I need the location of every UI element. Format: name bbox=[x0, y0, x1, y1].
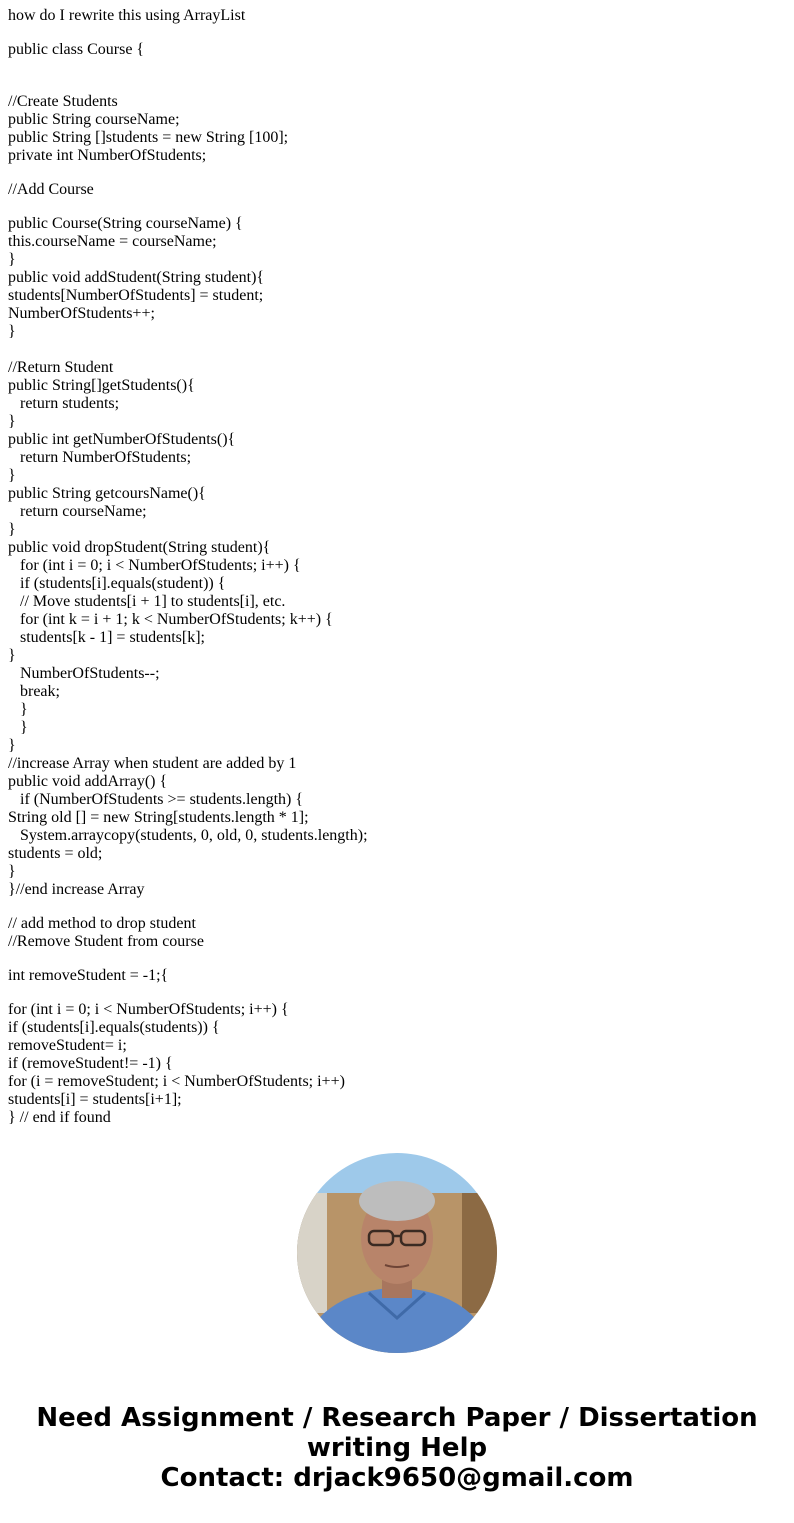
code-line: public class Course { bbox=[8, 41, 145, 58]
code-line: break; bbox=[8, 683, 60, 700]
code-line: // Move students[i + 1] to students[i], etc. bbox=[8, 593, 286, 610]
code-line: return students; bbox=[8, 395, 120, 412]
code-block bbox=[8, 41, 788, 1127]
code-paragraph bbox=[8, 1001, 788, 1127]
code-line: students = old; bbox=[8, 845, 103, 862]
code-line: } bbox=[8, 323, 16, 340]
code-line: public String []students = new String [100]; bbox=[8, 129, 289, 146]
code-line: } bbox=[8, 737, 16, 754]
code-line: public int getNumberOfStudents(){ bbox=[8, 431, 236, 448]
code-paragraph bbox=[8, 967, 788, 985]
code-line: // add method to drop student bbox=[8, 915, 196, 932]
code-paragraph bbox=[8, 915, 788, 951]
code-line: for (int i = 0; i < NumberOfStudents; i++) { bbox=[8, 1001, 289, 1018]
photo-wall-panel-left bbox=[297, 1193, 327, 1313]
code-line: students[i] = students[i+1]; bbox=[8, 1091, 182, 1108]
code-line: } bbox=[8, 719, 28, 736]
code-line: }//end increase Array bbox=[8, 881, 145, 898]
code-line: if (students[i].equals(students)) { bbox=[8, 1019, 220, 1036]
code-line: return courseName; bbox=[8, 503, 147, 520]
code-line: if (students[i].equals(student)) { bbox=[8, 575, 226, 592]
code-line: int removeStudent = -1;{ bbox=[8, 967, 169, 984]
question-title: how do I rewrite this using ArrayList bbox=[8, 7, 246, 24]
code-line: public void dropStudent(String student){ bbox=[8, 539, 271, 556]
code-line: System.arraycopy(students, 0, old, 0, students.length); bbox=[8, 827, 368, 844]
person-photo-icon bbox=[297, 1153, 497, 1353]
code-line: students[NumberOfStudents] = student; bbox=[8, 287, 264, 304]
code-paragraph bbox=[8, 215, 788, 899]
author-avatar bbox=[297, 1153, 497, 1353]
promo-banner bbox=[0, 1403, 794, 1493]
code-line: //Create Students bbox=[8, 93, 118, 110]
code-line: public String courseName; bbox=[8, 111, 180, 128]
code-line: removeStudent= i; bbox=[8, 1037, 127, 1054]
code-line: public void addArray() { bbox=[8, 773, 168, 790]
photo-hair bbox=[359, 1181, 435, 1221]
code-line: for (int k = i + 1; k < NumberOfStudents; k++) { bbox=[8, 611, 333, 628]
code-line: NumberOfStudents++; bbox=[8, 305, 155, 322]
code-line: if (removeStudent!= -1) { bbox=[8, 1055, 173, 1072]
code-line: } bbox=[8, 251, 16, 268]
code-paragraph bbox=[8, 75, 788, 165]
code-line: students[k - 1] = students[k]; bbox=[8, 629, 205, 646]
code-line: } bbox=[8, 521, 16, 538]
code-line bbox=[8, 341, 788, 359]
code-line: String old [] = new String[students.length * 1]; bbox=[8, 809, 309, 826]
code-line: this.courseName = courseName; bbox=[8, 233, 217, 250]
photo-wall-panel-right bbox=[462, 1193, 497, 1313]
code-line bbox=[8, 75, 788, 93]
code-line: public String getcoursName(){ bbox=[8, 485, 206, 502]
question-document bbox=[8, 7, 788, 1143]
code-line: public Course(String courseName) { bbox=[8, 215, 243, 232]
code-line: public void addStudent(String student){ bbox=[8, 269, 265, 286]
code-line: } bbox=[8, 467, 16, 484]
code-line: NumberOfStudents--; bbox=[8, 665, 160, 682]
promo-line-3: Contact: drjack9650@gmail.com bbox=[160, 1463, 634, 1493]
code-line: } bbox=[8, 701, 28, 718]
code-line: //increase Array when student are added by 1 bbox=[8, 755, 297, 772]
code-line: } bbox=[8, 413, 16, 430]
code-line: //Add Course bbox=[8, 181, 94, 198]
code-line: for (i = removeStudent; i < NumberOfStudents; i++) bbox=[8, 1073, 345, 1090]
promo-line-2: writing Help bbox=[306, 1433, 488, 1463]
code-line: for (int i = 0; i < NumberOfStudents; i++) { bbox=[8, 557, 301, 574]
code-paragraph bbox=[8, 41, 788, 59]
code-line: return NumberOfStudents; bbox=[8, 449, 192, 466]
code-line: public String[]getStudents(){ bbox=[8, 377, 195, 394]
code-line: //Return Student bbox=[8, 359, 114, 376]
code-line: } // end if found bbox=[8, 1109, 111, 1126]
code-line: private int NumberOfStudents; bbox=[8, 147, 207, 164]
code-line: if (NumberOfStudents >= students.length) { bbox=[8, 791, 304, 808]
code-paragraph bbox=[8, 181, 788, 199]
code-line: //Remove Student from course bbox=[8, 933, 204, 950]
promo-line-1: Need Assignment / Research Paper / Dissertation bbox=[36, 1403, 758, 1433]
code-line: } bbox=[8, 647, 16, 664]
code-line: } bbox=[8, 863, 16, 880]
